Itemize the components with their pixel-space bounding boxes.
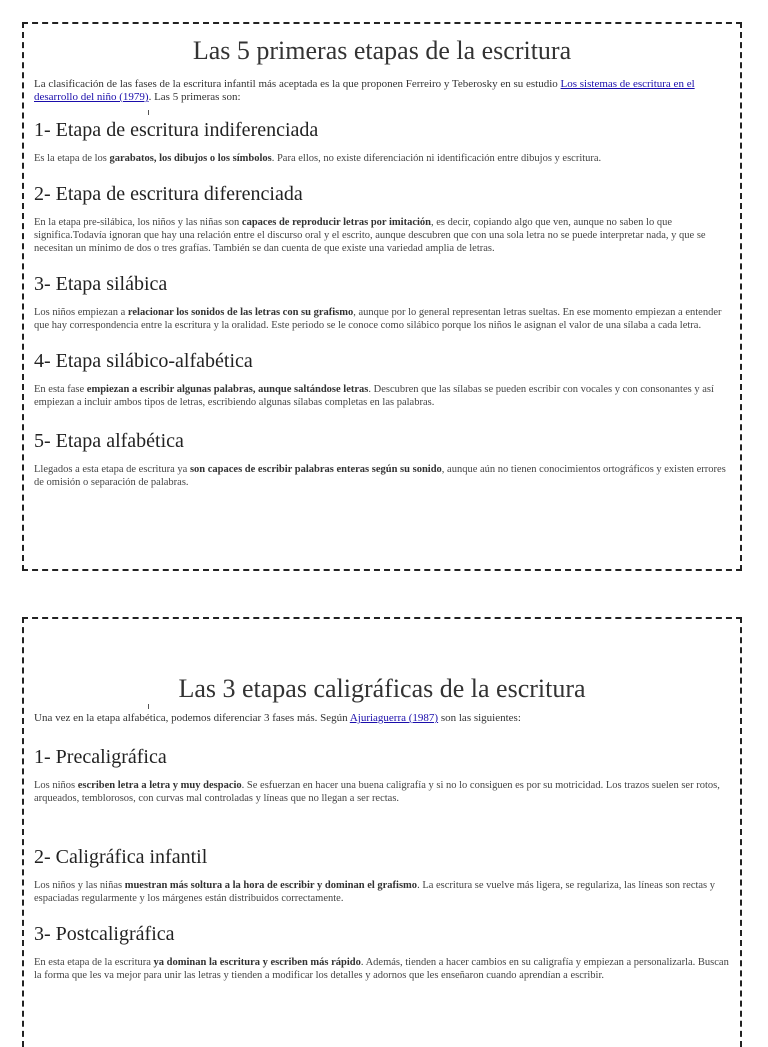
stage-text-bold: relacionar los sonidos de las letras con su grafismo — [127, 307, 354, 318]
section-title: Las 5 primeras etapas de la escritura — [192, 36, 572, 65]
text-cursor-mark — [148, 110, 149, 115]
section-title: Las 3 etapas caligráficas de la escritura — [178, 674, 586, 703]
stage-heading-2: 2- Etapa de escritura diferenciada — [34, 183, 303, 205]
stage-text-bold: empiezan a escribir algunas palabras, aunque saltándose letras — [86, 384, 369, 395]
stage-text-1 — [34, 152, 730, 165]
stage-text-part: Los niños y las niñas — [34, 880, 125, 891]
stage-text-part: En esta fase — [34, 384, 87, 395]
stage-text-5 — [34, 463, 730, 489]
stage-text-part: , aunque por lo general representan letras sueltas. En ese momento empiezan a entender que hay correspondencia entre la escritura y la oralidad. Este periodo se le conoce como silábico porque los niños le asignan el valor de una sílaba a cada letra. — [34, 307, 722, 331]
stage-text-bold: capaces de reproducir letras por imitación — [241, 217, 431, 228]
stage-text-part: En la etapa pre-silábica, los niños y las niñas son — [34, 217, 242, 228]
stage-heading-1: 1- Etapa de escritura indiferenciada — [34, 119, 319, 141]
stage-text-bold: muestran más soltura a la hora de escribir y dominan el grafismo — [124, 880, 418, 891]
stage-heading-3: 3- Etapa silábica — [34, 273, 168, 295]
stage-text-part: . Descubren que las sílabas se pueden escribir con vocales y con consonantes y así empiezan a incluir ambos tipos de letras, escribiendo algunas sílabas completas en las palabras. — [34, 384, 714, 408]
intro-text-end: son las siguientes: — [438, 712, 521, 724]
study-link[interactable]: Los sistemas de escritura en el desarrollo del niño (1979) — [34, 78, 695, 103]
stage-text-part: . Para ellos, no existe diferenciación ni identificación entre dibujos y escritura. — [271, 153, 602, 164]
stage-heading-1: 1- Precaligráfica — [34, 746, 167, 768]
intro-text: La clasificación de las fases de la escritura infantil más aceptada es la que proponen Ferreiro y Teberosky en su estudio — [34, 78, 561, 90]
stage-text-bold: escriben letra a letra y muy despacio — [77, 780, 242, 791]
ajuriaguerra-link[interactable]: Ajuriaguerra (1987) — [349, 712, 439, 724]
stage-heading-2: 2- Caligráfica infantil — [34, 846, 208, 868]
stage-text-3 — [34, 956, 730, 982]
intro-text: Una vez en la etapa alfabética, podemos diferenciar 3 fases más. Según — [34, 712, 350, 724]
stage-text-part: Los niños — [34, 780, 78, 791]
stage-text-part: . Se esfuerzan en hacer una buena caligrafía y si no lo consiguen es por su motricidad. Los trazos suelen ser rotos, arqueados, temblorosos, con curvas mal controladas y líneas que no llegan a ser rectas. — [34, 780, 720, 804]
stage-text-2 — [34, 879, 730, 905]
stage-text-1 — [34, 779, 730, 805]
stage-text-bold: son capaces de escribir palabras enteras según su sonido — [189, 464, 442, 475]
calligraphic-section-box — [22, 617, 742, 1047]
stage-text-part: Los niños empiezan a — [34, 307, 128, 318]
stage-text-part: En esta etapa de la escritura — [34, 957, 154, 968]
stage-text-part: . Además, tienden a hacer cambios en su caligrafía y empiezan a personalizarla. Buscan la forma que les va mejor para unir las letras y tienden a modificar los detalles y adornos que les enseñaron cuando aprendían a escribir. — [34, 957, 729, 981]
stage-text-2 — [34, 216, 730, 255]
intro-text-end: . Las 5 primeras son: — [148, 91, 241, 103]
stage-heading-5: 5- Etapa alfabética — [34, 430, 184, 452]
text-cursor-mark — [148, 704, 149, 709]
stage-text-4 — [34, 383, 730, 409]
stages-section-box — [22, 22, 742, 571]
stage-heading-3: 3- Postcaligráfica — [34, 923, 175, 945]
stage-heading-4: 4- Etapa silábico-alfabética — [34, 350, 253, 372]
stage-text-part: Es la etapa de los — [34, 153, 110, 164]
stage-text-part: Llegados a esta etapa de escritura ya — [34, 464, 190, 475]
stage-text-3 — [34, 306, 730, 332]
stage-text-part: , aunque aún no tienen conocimientos ortográficos y existen errores de omisión o separación de palabras. — [34, 464, 726, 488]
section-intro — [34, 712, 730, 725]
stage-text-part: , es decir, copiando algo que ven, aunque no saben lo que significa.Todavía ignoran que hay una relación entre el discurso oral y el escrito, aunque descubren que con una sola letra no se puede interpretar nada, y que se necesitan un mínimo de dos o tres grafías. También se dan cuenta de que existe una variedad amplia de letras. — [34, 217, 706, 254]
stage-text-bold: ya dominan la escritura y escriben más rápido — [153, 957, 361, 968]
stage-text-bold: garabatos, los dibujos o los símbolos — [109, 153, 272, 164]
stage-text-part: . La escritura se vuelve más ligera, se regulariza, las líneas son rectas y espaciadas regularmente y los márgenes están distribuidos correctamente. — [34, 880, 716, 904]
section-intro — [34, 78, 730, 104]
